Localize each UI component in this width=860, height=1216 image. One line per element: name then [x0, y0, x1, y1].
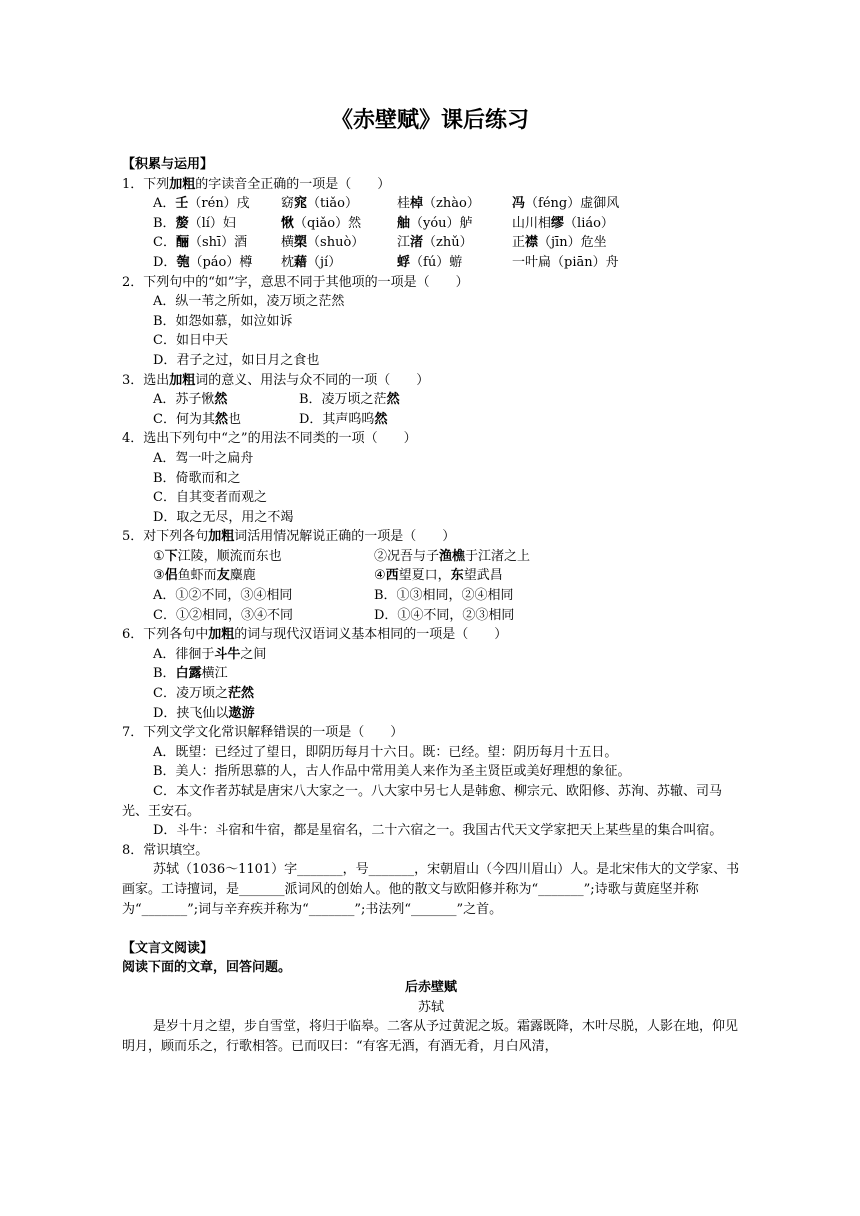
option-text: 之间 — [240, 646, 267, 662]
bold-char: 藉 — [294, 254, 308, 270]
question-5-sentence-4 — [374, 568, 503, 583]
option-text: 也 — [227, 411, 241, 427]
bold-char: 蜉 — [397, 254, 411, 270]
pinyin: （qiǎo）然 — [294, 215, 362, 231]
option-label: A． — [153, 196, 176, 212]
sentence-text: ④ — [374, 568, 386, 584]
bold-char: 匏 — [176, 254, 190, 270]
char: 江 — [397, 235, 411, 251]
passage-author: 苏轼 — [417, 999, 444, 1015]
bold-char: 然 — [214, 411, 228, 427]
question-5-stem — [122, 527, 740, 547]
sentence-text: 于江渚之上 — [465, 548, 531, 564]
question-3-options-cd — [122, 410, 740, 430]
bold-char: 斗牛 — [214, 646, 241, 662]
reading-instruction: 阅读下面的文章，回答问题。 — [122, 960, 292, 976]
question-1-stem — [122, 175, 740, 195]
stem-bold: 加粗 — [169, 372, 196, 388]
option-label: C． — [153, 235, 176, 251]
pinyin: （tiǎo） — [307, 196, 358, 212]
bold-char: 下 — [164, 548, 178, 564]
question-8-stem: 8．常识填空。 — [122, 842, 209, 858]
option-text: C．何为其 — [153, 411, 215, 427]
sentence-text: 麋鹿 — [229, 568, 256, 584]
passage-title: 后赤壁赋 — [404, 979, 457, 995]
question-2-option-d: D．君子之过，如日月之食也 — [153, 352, 320, 368]
bold-char: 嫠 — [175, 215, 189, 231]
bold-char: 襟 — [525, 235, 539, 251]
stem-bold: 加粗 — [208, 529, 235, 545]
bold-char: 窕 — [294, 196, 308, 212]
bold-char: 壬 — [175, 196, 189, 212]
bold-char: 然 — [214, 392, 228, 408]
question-6-option-b — [122, 664, 740, 684]
question-3-option-a — [153, 390, 299, 410]
page-title: 《赤壁赋》课后练习 — [330, 108, 529, 133]
bold-char: 愀 — [281, 215, 295, 231]
question-5-sentences-12 — [122, 547, 740, 567]
pinyin: （féng）虚御风 — [525, 196, 620, 212]
question-5-sentences-34 — [122, 566, 740, 586]
pinyin: （páo）樽 — [189, 254, 253, 270]
bold-char: 缪 — [551, 215, 565, 231]
char: 横 — [281, 235, 295, 251]
question-4-option-c: C．自其变者而观之 — [153, 490, 267, 506]
option-label: D． — [153, 254, 177, 270]
spacer — [122, 919, 740, 939]
bold-char: 遨游 — [228, 705, 255, 721]
question-5-sentence-2 — [374, 549, 530, 564]
question-5-option-b: B．①③相同，②④相同 — [374, 588, 514, 604]
pinyin: （jīn）危坐 — [538, 235, 607, 251]
pinyin: （zhào） — [423, 196, 480, 212]
question-2-stem: 2．下列句中的“如”字，意思不同于其他项的一项是（ ） — [122, 274, 469, 290]
stem-text: 3．选出 — [122, 372, 170, 388]
option-label: B． — [153, 215, 176, 231]
bold-char: 东 — [450, 568, 464, 584]
char: 山川相 — [512, 215, 552, 231]
section-heading-accumulation: 【积累与运用】 — [122, 157, 214, 172]
question-1-option-c — [122, 233, 740, 253]
stem-text: 词的意义、用法与众不同的一项（ ） — [195, 372, 430, 388]
question-7-stem: 7．下列文学文化常识解释错误的一项是（ ） — [122, 725, 404, 741]
sentence-text: 望夏口， — [398, 568, 451, 584]
option-text: B． — [153, 666, 176, 682]
pinyin: （zhǔ） — [423, 235, 473, 251]
sentence-text: ③ — [153, 568, 165, 584]
question-3-options-ab — [122, 390, 740, 410]
question-5-option-d: D．①④不同，②③相同 — [374, 607, 515, 623]
question-6-stem — [122, 625, 740, 645]
bold-char: 侣 — [164, 568, 178, 584]
question-6-option-d — [122, 704, 740, 724]
question-5-option-c: C．①②相同，③④不同 — [153, 607, 293, 623]
option-text: B．凌万顷之茫 — [299, 392, 387, 408]
pinyin: （liáo） — [564, 215, 614, 231]
section-heading-reading: 【文言文阅读】 — [122, 940, 214, 956]
stem-bold: 加粗 — [208, 627, 235, 643]
option-text: A．徘徊于 — [153, 646, 215, 662]
question-3-stem — [122, 371, 740, 391]
question-4-option-d: D．取之无尽，用之不竭 — [153, 509, 294, 525]
char: 正 — [512, 235, 526, 251]
stem-text: 6．下列各句中 — [122, 627, 209, 643]
bold-char: 槊 — [294, 235, 308, 251]
bold-char: 然 — [374, 411, 388, 427]
bold-char: 酾 — [175, 235, 189, 251]
question-7-option-b: B．美人：指所思慕的人，古人作品中常用美人来作为圣主贤臣或美好理想的象征。 — [153, 764, 631, 780]
bold-char: 茫然 — [227, 686, 254, 702]
question-2-option-b: B．如怨如慕，如泣如诉 — [153, 313, 293, 329]
question-5-options-ab — [122, 586, 740, 606]
option-text: C．凌万顷之 — [153, 686, 228, 702]
option-text: A．苏子愀 — [153, 392, 215, 408]
question-7-option-a: A．既望：已经过了望日，即阴历每月十六日。既：已经。望：阴历每月十五日。 — [153, 744, 618, 760]
char: 一叶扁（piān）舟 — [512, 254, 619, 270]
bold-char: 渔樵 — [439, 548, 466, 564]
pinyin: （lí）妇 — [188, 215, 236, 231]
question-5-sentence-3 — [153, 566, 374, 586]
pinyin: （shī）酒 — [188, 235, 248, 251]
sentence-text: 鱼虾而 — [177, 568, 217, 584]
stem-bold: 加粗 — [169, 176, 196, 192]
stem-text: 词活用情况解说正确的一项是（ ） — [234, 529, 456, 545]
question-3-option-d — [299, 412, 387, 427]
question-3-option-c — [153, 410, 299, 430]
question-6-option-c — [122, 684, 740, 704]
exercise-content — [122, 155, 740, 1056]
char: 窈 — [281, 196, 295, 212]
bold-char: 棹 — [410, 196, 424, 212]
option-text: D．其声呜呜 — [299, 411, 375, 427]
question-4-stem: 4．选出下列句中“之”的用法不同类的一项（ ） — [122, 431, 417, 447]
question-5-option-a: A．①②不同，③④相同 — [153, 588, 293, 604]
option-text: D．挟飞仙以 — [153, 705, 229, 721]
pinyin: （yóu）舻 — [410, 215, 473, 231]
question-1-option-d — [122, 253, 740, 273]
pinyin: （rén）戌 — [188, 196, 250, 212]
question-7-option-d: D．斗牛：斗宿和牛宿，都是星宿名，二十六宿之一。我国古代天文学家把天上某些星的集合叫宿。 — [153, 823, 723, 839]
bold-char: 渚 — [410, 235, 424, 251]
sentence-text: 江陵，顺流而东也 — [177, 548, 282, 564]
question-5-options-cd — [122, 606, 740, 626]
bold-char: 然 — [386, 392, 400, 408]
passage-text: 是岁十月之望，步自雪堂，将归于临皋。二客从予过黄泥之坂。霜露既降，木叶尽脱，人影在地，仰见明月，顾而乐之，行歌相答。已而叹曰：“有客无酒，有酒无肴，月白风清， — [122, 1019, 739, 1054]
char: 枕 — [281, 254, 295, 270]
question-2-option-a: A．纵一苇之所如，凌万顷之茫然 — [153, 294, 345, 310]
question-2-option-c: C．如日中天 — [153, 333, 228, 349]
pinyin: （shuò） — [307, 235, 365, 251]
question-4-option-b: B．倚歌而和之 — [153, 470, 241, 486]
bold-char: 友 — [216, 568, 230, 584]
bold-char: 舳 — [397, 215, 411, 231]
question-1-option-a — [122, 194, 740, 214]
question-8-body: 苏轼（1036～1101）字_______，号_______，宋朝眉山（今四川眉山）人。是北宋伟大的文学家、书画家。工诗擅词，是_______派词风的创始人。他的散文与欧阳修并称为“_______”;诗歌与黄庭坚并称为“_______”;词与辛弃疾并称为“_______”;书法列“_______”之首。 — [122, 862, 740, 917]
stem-text: 的字读音全正确的一项是（ ） — [195, 176, 391, 192]
question-4-option-a: A．驾一叶之扁舟 — [153, 450, 254, 466]
pinyin: （fú）蝣 — [410, 254, 463, 270]
stem-text: 5．对下列各句 — [122, 529, 209, 545]
sentence-text: ②况吾与子 — [374, 548, 440, 564]
pinyin: （jí） — [307, 254, 342, 270]
stem-text: 1．下列 — [122, 176, 170, 192]
question-1-option-b — [122, 214, 740, 234]
question-6-option-a — [122, 645, 740, 665]
bold-char: 西 — [385, 568, 399, 584]
question-5-sentence-1 — [153, 547, 374, 567]
sentence-text: 望武昌 — [463, 568, 503, 584]
sentence-text: ① — [153, 548, 165, 564]
bold-char: 冯 — [512, 196, 526, 212]
bold-char: 白露 — [175, 666, 202, 682]
char: 桂 — [397, 196, 411, 212]
option-text: 横江 — [201, 666, 228, 682]
stem-text: 的词与现代汉语词义基本相同的一项是（ ） — [234, 627, 508, 643]
question-3-option-b — [299, 392, 400, 407]
question-7-option-c: C．本文作者苏轼是唐宋八大家之一。八大家中另七人是韩愈、柳宗元、欧阳修、苏洵、苏辙、司马光、王安石。 — [122, 784, 722, 819]
